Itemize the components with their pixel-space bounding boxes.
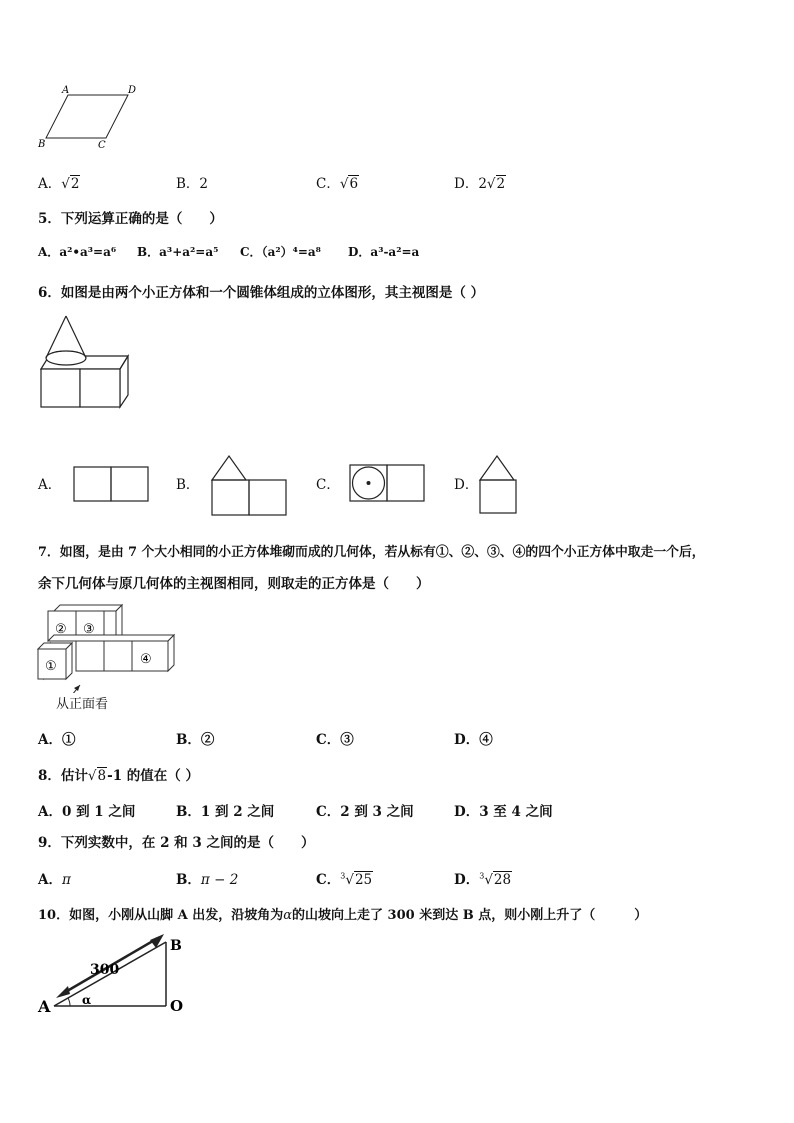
option-text: 0 到 1 之间: [61, 804, 136, 820]
option-letter: A．: [38, 804, 62, 820]
option-letter: D．: [454, 872, 480, 888]
option-letter: B．: [176, 804, 201, 820]
q5-option-c[interactable]: [240, 243, 321, 260]
q10-slope-figure: [34, 930, 194, 1015]
q5-option-b[interactable]: [137, 243, 218, 260]
sqrt-icon: √6: [339, 176, 359, 192]
vertex-label-c: C: [98, 140, 106, 151]
cube-label-2: ②: [55, 622, 67, 637]
stem-text: 10．如图，小刚从山脚 A 出发，沿坡角为: [38, 908, 284, 923]
q7-option-b[interactable]: [176, 728, 214, 748]
vertex-label-d: D: [128, 85, 137, 96]
q7-cubes-figure: [34, 603, 184, 693]
q9-stem: 9．下列实数中，在 2 和 3 之间的是（ ）: [38, 835, 315, 851]
q4-option-b[interactable]: [176, 172, 208, 192]
q6-stem: 6．如图是由两个小正方体和一个圆锥体组成的立体图形，其主视图是（ ）: [38, 285, 485, 301]
radicand: 25: [354, 872, 373, 888]
cbrt-icon: √25: [345, 872, 373, 888]
option-letter: C．: [240, 245, 262, 259]
option-text: 2 到 3 之间: [340, 804, 414, 820]
label-angle: α: [82, 993, 92, 1007]
option-letter: B．: [176, 732, 201, 748]
q9-option-b[interactable]: [176, 868, 238, 888]
q4-option-c[interactable]: [316, 172, 359, 192]
option-letter: D．: [454, 732, 480, 748]
option-text: ①: [61, 732, 76, 748]
parallelogram-shape: [46, 95, 128, 138]
option-letter: B．: [176, 477, 200, 493]
option-letter: C．: [316, 477, 340, 493]
label-length: 300: [90, 962, 120, 978]
option-letter: C．: [316, 732, 341, 748]
coefficient: 2: [478, 176, 487, 192]
q5-stem: 5．下列运算正确的是（ ）: [38, 211, 223, 227]
q8-stem: [38, 764, 199, 784]
option-letter: D．: [454, 176, 479, 192]
q6-option-c-figure: [348, 463, 428, 503]
option-text: ②: [200, 732, 215, 748]
option-text: a²•a³=a⁶: [59, 245, 117, 259]
option-letter: A．: [38, 732, 62, 748]
q8-option-c[interactable]: [316, 800, 414, 820]
cube-front-left: [41, 369, 80, 407]
cube-side-face: [120, 356, 128, 407]
q7-option-a[interactable]: [38, 728, 75, 748]
root-index: 3: [479, 871, 485, 881]
label-a: A: [38, 997, 51, 1015]
option-text: 1 到 2 之间: [200, 804, 275, 820]
sqrt-icon: √8: [87, 768, 107, 784]
alpha-symbol: α: [283, 908, 293, 923]
option-letter: D．: [454, 477, 479, 493]
q8-option-a[interactable]: [38, 800, 135, 820]
option-letter: D．: [348, 245, 371, 259]
radicand: 28: [493, 872, 512, 888]
root-index: 3: [340, 871, 346, 881]
radicand: 2: [70, 176, 80, 192]
option-text: a³-a²=a: [370, 245, 420, 259]
q4-parallelogram-figure: [30, 80, 150, 155]
q5-option-d[interactable]: [348, 243, 419, 260]
q6-option-a[interactable]: [38, 473, 61, 493]
q7-stem-line2: 余下几何体与原几何体的主视图相同，则取走的正方体是（ ）: [38, 576, 430, 592]
q6-option-d[interactable]: [454, 473, 478, 493]
sqrt-icon: √2: [486, 176, 506, 192]
vertex-label-a: A: [62, 85, 70, 96]
q7-stem-line1: 7．如图，是由 7 个大小相同的小正方体堆砌而成的几何体，若从标有①、②、③、④的四个小正方体中取走一个后，: [38, 545, 705, 560]
option-text: π − 2: [200, 872, 239, 888]
option-letter: C．: [316, 872, 341, 888]
option-text: 3 至 4 之间: [479, 804, 553, 820]
cube-label-4: ④: [140, 652, 152, 667]
q6-option-b-figure: [208, 452, 290, 518]
cube-label-3: ③: [83, 622, 95, 637]
option-letter: B．: [176, 176, 200, 192]
q4-option-d[interactable]: [454, 172, 506, 192]
option-letter: A．: [38, 245, 60, 259]
option-text: π: [61, 872, 71, 888]
q4-option-a[interactable]: [38, 172, 80, 192]
option-letter: D．: [454, 804, 480, 820]
q9-option-d[interactable]: [454, 868, 512, 888]
stem-text: 的山坡向上走了 300 米到达 B 点，则小刚上升了（ ）: [292, 908, 648, 923]
radicand: 2: [496, 176, 506, 192]
option-text: ③: [340, 732, 354, 748]
q6-option-a-figure: [72, 465, 152, 505]
option-text: 2: [199, 176, 209, 192]
vertex-label-b: B: [38, 139, 46, 150]
q6-option-d-figure: [476, 452, 522, 516]
q7-option-c[interactable]: [316, 728, 354, 748]
cbrt-icon: √28: [484, 872, 512, 888]
radicand: 8: [97, 768, 107, 784]
label-b: B: [170, 938, 182, 954]
option-text: （a²）⁴=a⁸: [261, 245, 321, 259]
q9-option-a[interactable]: [38, 868, 71, 888]
option-letter: A．: [38, 477, 62, 493]
option-letter: C．: [316, 804, 341, 820]
stem-text: -1 的值在（ ）: [107, 768, 200, 784]
stem-text: 8．估计: [38, 768, 88, 784]
q6-option-b[interactable]: [176, 473, 199, 493]
q7-view-caption: 从正面看: [56, 697, 109, 712]
q7-option-d[interactable]: [454, 728, 493, 748]
cube-label-1: ①: [45, 659, 57, 674]
option-letter: A．: [38, 176, 62, 192]
label-o: O: [170, 997, 184, 1015]
option-letter: B．: [137, 245, 160, 259]
q10-stem: [38, 904, 647, 923]
option-text: ④: [479, 732, 493, 748]
option-text: a³+a²=a⁵: [159, 245, 219, 259]
q6-option-c[interactable]: [316, 473, 340, 493]
sqrt-icon: √2: [61, 176, 80, 192]
cube-front-right: [80, 369, 120, 407]
option-letter: B．: [176, 872, 201, 888]
radicand: 6: [349, 176, 359, 192]
q8-option-d[interactable]: [454, 800, 553, 820]
q8-option-b[interactable]: [176, 800, 274, 820]
q6-solid-figure: [36, 312, 136, 412]
q5-option-a[interactable]: [38, 243, 116, 260]
option-letter: A．: [38, 872, 62, 888]
option-letter: C．: [316, 176, 340, 192]
q9-option-c[interactable]: [316, 868, 373, 888]
